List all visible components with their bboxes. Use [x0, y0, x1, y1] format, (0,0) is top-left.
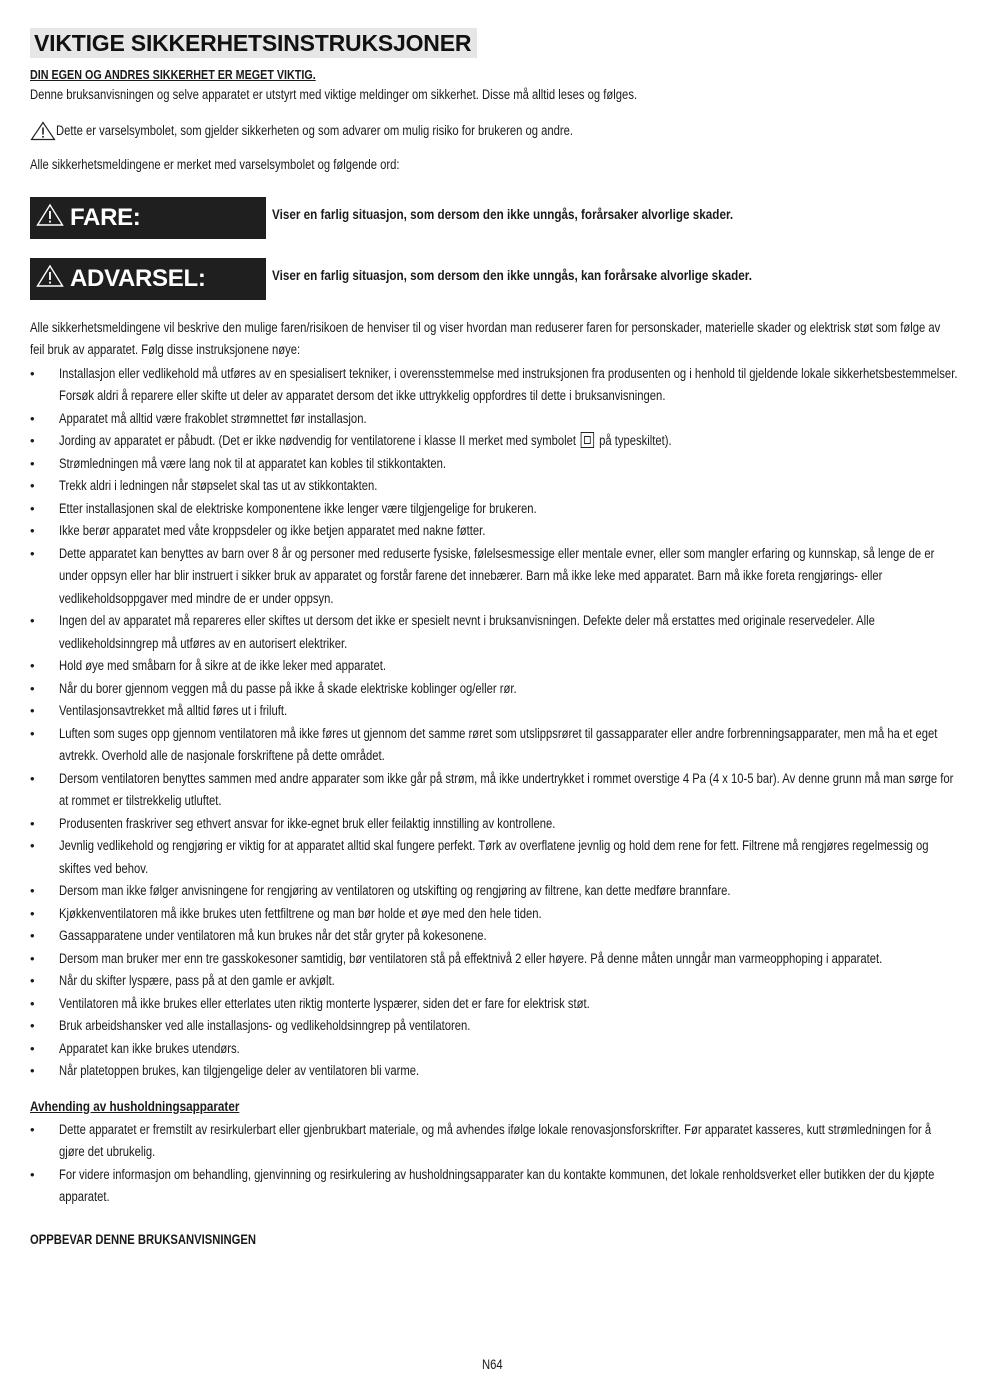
warning-description: Viser en farlig situasjon, som dersom den ikke unngås, kan forårsake alvorlige skader.: [272, 268, 752, 283]
grounding-text-after: på typeskiltet).: [599, 433, 672, 448]
list-item: • Når du skifter lyspære, pass på at den gamle er avkjølt.: [30, 973, 335, 988]
list-item: • Kjøkkenventilatoren må ikke brukes uten fettfiltrene og man bør holde et øye med den hele tiden.: [30, 905, 542, 921]
list-item: • Installasjon eller vedlikehold må utføres av en spesialisert tekniker, i overensstemmelse med instruksjonen fra produsenten og i henhold til gjeldende lokale sikkerhetsbestemmelser. Forsøk aldri å reparere eller skifte ut deler av apparatet dersom det ikke uttrykkelig oppfordres til dette i bruksanvisningen.: [30, 365, 958, 403]
list-item: • Luften som suges opp gjennom ventilatoren må ikke føres ut gjennom det samme røret som utslippsrøret til gassapparater eller andre forbrenningsapparater, men må ha et eget avtrekk. Overhold alle de nasjonale forskriftene på dette området.: [30, 725, 938, 763]
page-number: N64: [481, 1357, 503, 1372]
page-title: VIKTIGE SIKKERHETSINSTRUKSJONER: [30, 28, 477, 58]
list-item: • Dette apparatet kan benyttes av barn over 8 år og personer med reduserte fysiske, følelsesmessige eller mentale evner, eller som mangler erfaring og kunnskap, så lenge de er under oppsyn eller har blir instruert i sikker bruk av apparatet og forstår farene det innebærer. Barn må ikke leke med apparatet. Barn må ikke foreta rengjørings- eller vedlikeholdsoppgaver med mindre de er under oppsyn.: [30, 545, 935, 606]
list-item: • Hold øye med småbarn for å sikre at de ikke leker med apparatet.: [30, 658, 386, 673]
intro-paragraph: Denne bruksanvisningen og selve apparatet er utstyrt med viktige meldinger om sikkerhet. Disse må alltid leses og følges.: [30, 87, 638, 102]
list-item: • Ingen del av apparatet må repareres eller skiftes ut dersom det ikke er spesielt nevnt i bruksanvisningen. Defekte deler må erstattes med originale reservedeler. Alle vedlikeholdsinngrep må utføres av en autorisert elektriker.: [30, 613, 875, 651]
list-item: • Dersom man bruker mer enn tre gasskokesoner samtidig, bør ventilatoren stå på effektnivå 2 eller høyere. På denne måten unngår man varmeopphoping i apparatet.: [30, 950, 883, 966]
warning-triangle-icon: [30, 121, 56, 141]
disposal-heading: Avhending av husholdningsapparater: [30, 1098, 240, 1114]
danger-label-box: [30, 197, 266, 239]
list-item: • Apparatet må alltid være frakoblet strømnettet før installasjon.: [30, 410, 367, 426]
hazard-intro: Alle sikkerhetsmeldingene vil beskrive den mulige faren/risikoen de henviser til og viser hvordan man reduserer faren for personskader, materielle skader og elektrisk støt som følge av feil bruk av apparatet. Følg disse instruksjonene nøye:: [30, 319, 941, 357]
list-item: • Ventilasjonsavtrekket må alltid føres ut i friluft.: [30, 703, 288, 718]
safety-subheading: DIN EGEN OG ANDRES SIKKERHET ER MEGET VIKTIG.: [30, 68, 316, 82]
document-page: [30, 28, 958, 1247]
list-item: • Dersom ventilatoren benyttes sammen med andre apparater som ikke går på strøm, må ikke undertrykket i rommet overstige 4 Pa (4 x 10-5 bar). Av denne grunn må man sørge for at rommet er tilstrekkelig utluftet.: [30, 770, 954, 808]
warning-triangle-icon: [36, 264, 64, 293]
list-item: • Bruk arbeidshansker ved alle installasjons- og vedlikeholdsinngrep på ventilatoren.: [30, 1018, 471, 1033]
list-item: • Jevnlig vedlikehold og rengjøring er viktig for at apparatet alltid skal fungere perfekt. Tørk av overflatene jevnlig og hold dem rene for fett. Filtrene må rengjøres regelmessig og skiftes ved behov.: [30, 838, 929, 876]
list-item: • Dette apparatet er fremstilt av resirkulerbart eller gjenbrukbart materiale, og må avhendes ifølge lokale renovasjonsforskrifter. Før apparatet kasseres, kutt strømledningen for å gjøre det ubrukelig.: [30, 1121, 932, 1159]
list-item: • Ventilatoren må ikke brukes eller etterlates uten riktig monterte lyspærer, siden det er fare for elektrisk støt.: [30, 995, 590, 1011]
warning-symbol-text: Dette er varselsymbolet, som gjelder sikkerheten og som advarer om mulig risiko for brukeren og andre.: [56, 122, 574, 138]
warning-label: ADVARSEL:: [70, 264, 206, 292]
danger-level: [30, 197, 954, 239]
danger-description: Viser en farlig situasjon, som dersom den ikke unngås, forårsaker alvorlige skader.: [272, 207, 734, 222]
list-item: • Når du borer gjennom veggen må du passe på ikke å skade elektriske koblinger og/eller rør.: [30, 680, 517, 696]
warning-triangle-icon: [36, 203, 64, 232]
list-item: • Apparatet kan ikke brukes utendørs.: [30, 1040, 240, 1056]
keep-instructions-note: OPPBEVAR DENNE BRUKSANVISNINGEN: [30, 1231, 257, 1247]
list-item: • For videre informasjon om behandling, gjenvinning og resirkulering av husholdningsapparater kan du kontakte kommunen, det lokale renholdsverket eller butikken der du kjøpte apparatet.: [30, 1166, 935, 1204]
list-item: • Gassapparatene under ventilatoren må kun brukes når det står gryter på kokesonene.: [30, 928, 487, 943]
danger-label: FARE:: [70, 203, 141, 231]
list-item: • Etter installasjonen skal de elektriske komponentene ikke lenger være tilgjengelige for brukeren.: [30, 500, 537, 516]
list-item: • Når platetoppen brukes, kan tilgjengelige deler av ventilatoren bli varme.: [30, 1063, 420, 1078]
list-item: • Ikke berør apparatet med våte kroppsdeler og ikke betjen apparatet med nakne føtter.: [30, 523, 486, 538]
warning-level: [30, 258, 954, 300]
marked-text: Alle sikkerhetsmeldingene er merket med varselsymbolet og følgende ord:: [30, 157, 400, 172]
disposal-list: [30, 1119, 954, 1209]
list-item: • Strømledningen må være lang nok til at apparatet kan kobles til stikkontakten.: [30, 455, 447, 471]
hazard-levels: [30, 197, 954, 300]
safety-instructions-list: [30, 363, 958, 1083]
list-item: • Jording av apparatet er påbudt. (Det er ikke nødvendig for ventilatorene i klasse II merket med symbolet på typeskiltet).: [30, 433, 672, 448]
list-item: • Dersom man ikke følger anvisningene for rengjøring av ventilatoren og utskifting og rengjøring av filtrene, kan dette medføre brannfare.: [30, 883, 731, 898]
warning-label-box: [30, 258, 266, 300]
list-item: • Produsenten fraskriver seg ethvert ansvar for ikke-egnet bruk eller feilaktig innstilling av kontrollene.: [30, 815, 556, 831]
list-item: • Trekk aldri i ledningen når støpselet skal tas ut av stikkontakten.: [30, 478, 378, 493]
class-ii-symbol-icon: [581, 432, 594, 448]
grounding-text-before: Jording av apparatet er påbudt. (Det er ikke nødvendig for ventilatorene i klasse II merket med symbolet: [59, 433, 577, 448]
warning-symbol-line: [30, 120, 954, 143]
